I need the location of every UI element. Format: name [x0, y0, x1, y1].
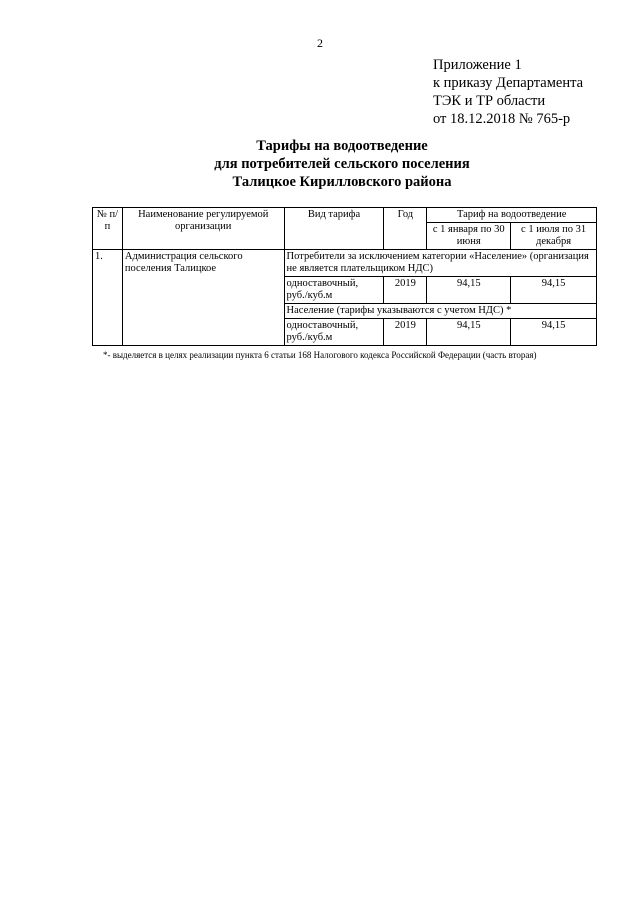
row-num: 1. [93, 250, 123, 346]
page-number: 2 [317, 36, 323, 50]
header-year: Год [384, 208, 427, 250]
document-title [0, 137, 640, 191]
tariff-type-cell: одноставочный, руб./куб.м [284, 319, 384, 346]
group-1-label: Потребители за исключением категории «Население» (организация не является плательщиком НДС) [284, 250, 596, 277]
header-num: № п/п [93, 208, 123, 250]
tariff-period-1-cell: 94,15 [427, 319, 511, 346]
appendix-line-4: от 18.12.2018 № 765-р [433, 111, 571, 127]
title-line-3: Талицкое Кирилловского района [232, 174, 452, 190]
table-header-row [93, 208, 597, 223]
header-type: Вид тарифа [284, 208, 384, 250]
tariff-type-cell: одноставочный, руб./куб.м [284, 277, 384, 304]
footnote: *- выделяется в целях реализации пункта 6 статьи 168 Налогового кодекса Российской Федерации (часть вторая) [103, 350, 537, 360]
header-org: Наименование регулируемой организации [122, 208, 284, 250]
tariffs-table [92, 207, 597, 346]
tariff-period-2-cell: 94,15 [511, 277, 597, 304]
appendix-line-1: Приложение 1 [433, 57, 522, 73]
appendix-line-2: к приказу Департамента [433, 75, 584, 91]
tariff-year-cell: 2019 [384, 277, 427, 304]
header-period-1: с 1 января по 30 июня [427, 223, 511, 250]
appendix-block [433, 56, 583, 128]
table-row [93, 250, 597, 277]
title-line-2: для потребителей сельского поселения [214, 156, 470, 172]
group-2-label: Население (тарифы указываются с учетом НДС) * [284, 304, 596, 319]
row-org: Администрация сельского поселения Талицкое [122, 250, 284, 346]
title-line-1: Тарифы на водоотведение [256, 138, 428, 154]
header-period-2: с 1 июля по 31 декабря [511, 223, 597, 250]
tariff-period-1-cell: 94,15 [427, 277, 511, 304]
header-tariff: Тариф на водоотведение [427, 208, 597, 223]
tariff-year-cell: 2019 [384, 319, 427, 346]
tariff-period-2-cell: 94,15 [511, 319, 597, 346]
appendix-line-3: ТЭК и ТР области [433, 93, 546, 109]
